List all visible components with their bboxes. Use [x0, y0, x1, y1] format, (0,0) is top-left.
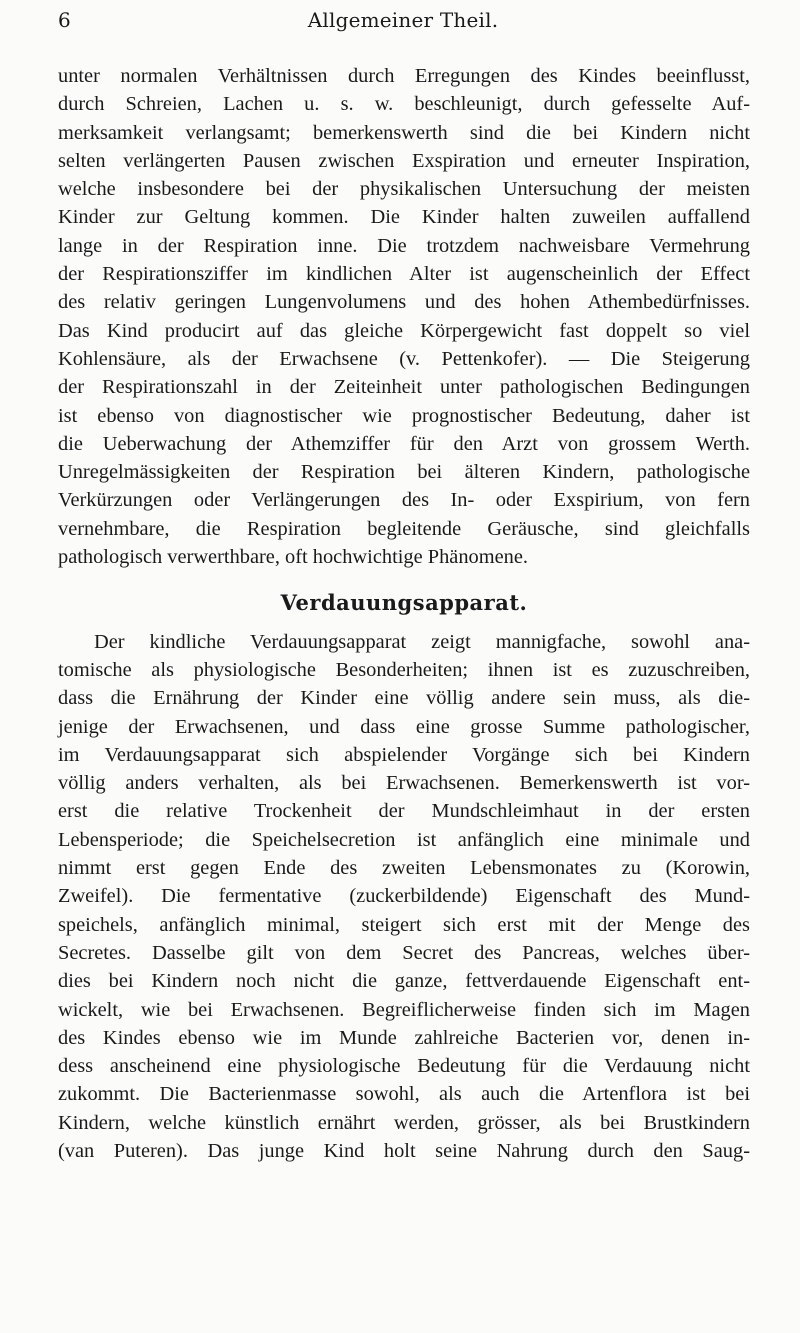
text-line: speichels, anfänglich minimal, steigert sich erst mit der Menge des	[58, 913, 750, 936]
text-line: (van Puteren). Das junge Kind holt seine Nahrung durch den Saug-	[58, 1139, 750, 1162]
text-line: Secretes. Dasselbe gilt von dem Secret des Pancreas, welches über-	[58, 941, 750, 964]
section-heading: Verdauungsapparat.	[280, 590, 528, 616]
text-line: dess anscheinend eine physiologische Bedeutung für die Verdauung nicht	[58, 1055, 750, 1078]
text-line: dies bei Kindern noch nicht die ganze, fettverdauende Eigenschaft ent-	[58, 970, 750, 993]
text-line: des relativ geringen Lungenvolumens und des hohen Athembedürfnisses.	[58, 291, 750, 314]
text-line: Der kindliche Verdauungsapparat zeigt mannigfache, sowohl ana-	[94, 630, 750, 653]
text-line: jenige der Erwachsenen, und dass eine grosse Summe pathologischer,	[58, 715, 750, 738]
text-line: ist ebenso von diagnostischer wie prognostischer Bedeutung, daher ist	[58, 404, 750, 427]
text-line: im Verdauungsapparat sich abspielender Vorgänge sich bei Kindern	[58, 743, 750, 766]
text-line: selten verlängerten Pausen zwischen Exspiration und erneuter Inspiration,	[58, 149, 750, 172]
text-line: nimmt erst gegen Ende des zweiten Lebensmonates zu (Korowin,	[58, 857, 750, 880]
text-line: der Respirationszahl in der Zeiteinheit unter pathologischen Bedingungen	[58, 376, 750, 399]
text-line: dass die Ernährung der Kinder eine völlig andere sein muss, als die-	[58, 687, 750, 710]
text-line: erst die relative Trockenheit der Mundschleimhaut in der ersten	[58, 800, 750, 823]
text-line: Kinder zur Geltung kommen. Die Kinder halten zuweilen auffallend	[58, 206, 750, 229]
text-line: Unregelmässigkeiten der Respiration bei älteren Kindern, pathologische	[58, 461, 750, 484]
text-line: wickelt, wie bei Erwachsenen. Begreiflicherweise finden sich im Magen	[58, 998, 750, 1021]
text-line: durch Schreien, Lachen u. s. w. beschleunigt, durch gefesselte Auf-	[58, 93, 750, 116]
text-line: der Respirationsziffer im kindlichen Alter ist augenscheinlich der Effect	[58, 263, 750, 286]
text-line: die Ueberwachung der Athemziffer für den Arzt von grossem Werth.	[58, 432, 750, 455]
text-line: pathologisch verwerthbare, oft hochwichtige Phänomene.	[58, 546, 528, 569]
page-number: 6	[58, 8, 71, 32]
text-line: Lebensperiode; die Speichelsecretion ist anfänglich eine minimale und	[58, 828, 750, 851]
text-line: Kohlensäure, als der Erwachsene (v. Pettenkofer). — Die Steigerung	[58, 347, 750, 370]
text-line: unter normalen Verhältnissen durch Erregungen des Kindes beeinflusst,	[58, 65, 750, 87]
text-line: Zweifel). Die fermentative (zuckerbildende) Eigenschaft des Mund-	[58, 885, 750, 908]
text-line: völlig anders verhalten, als bei Erwachsenen. Bemerkenswerth ist vor-	[58, 772, 750, 795]
paragraph-respiration	[58, 62, 750, 571]
text-line: tomische als physiologische Besonderheiten; ihnen ist es zuzuschreiben,	[58, 658, 750, 681]
text-line: merksamkeit verlangsamt; bemerkenswerth sind die bei Kindern nicht	[58, 121, 750, 144]
page-header	[58, 8, 748, 38]
body-text	[58, 62, 750, 1165]
text-line: vernehmbare, die Respiration begleitende Geräusche, sind gleichfalls	[58, 517, 750, 540]
text-line: Verkürzungen oder Verlängerungen des In- oder Exspirium, von fern	[58, 489, 750, 512]
text-line: lange in der Respiration inne. Die trotzdem nachweisbare Vermehrung	[58, 234, 750, 257]
text-line: Das Kind producirt auf das gleiche Körpergewicht fast doppelt so viel	[58, 319, 750, 342]
running-head: Allgemeiner Theil.	[307, 8, 499, 32]
text-line: zukommt. Die Bacterienmasse sowohl, als auch die Artenflora ist bei	[58, 1083, 750, 1106]
text-line: Kindern, welche künstlich ernährt werden, grösser, als bei Brustkindern	[58, 1111, 750, 1134]
text-line: des Kindes ebenso wie im Munde zahlreiche Bacterien vor, denen in-	[58, 1026, 750, 1049]
text-line: welche insbesondere bei der physikalischen Untersuchung der meisten	[58, 178, 750, 201]
paragraph-digestion	[58, 628, 750, 1166]
